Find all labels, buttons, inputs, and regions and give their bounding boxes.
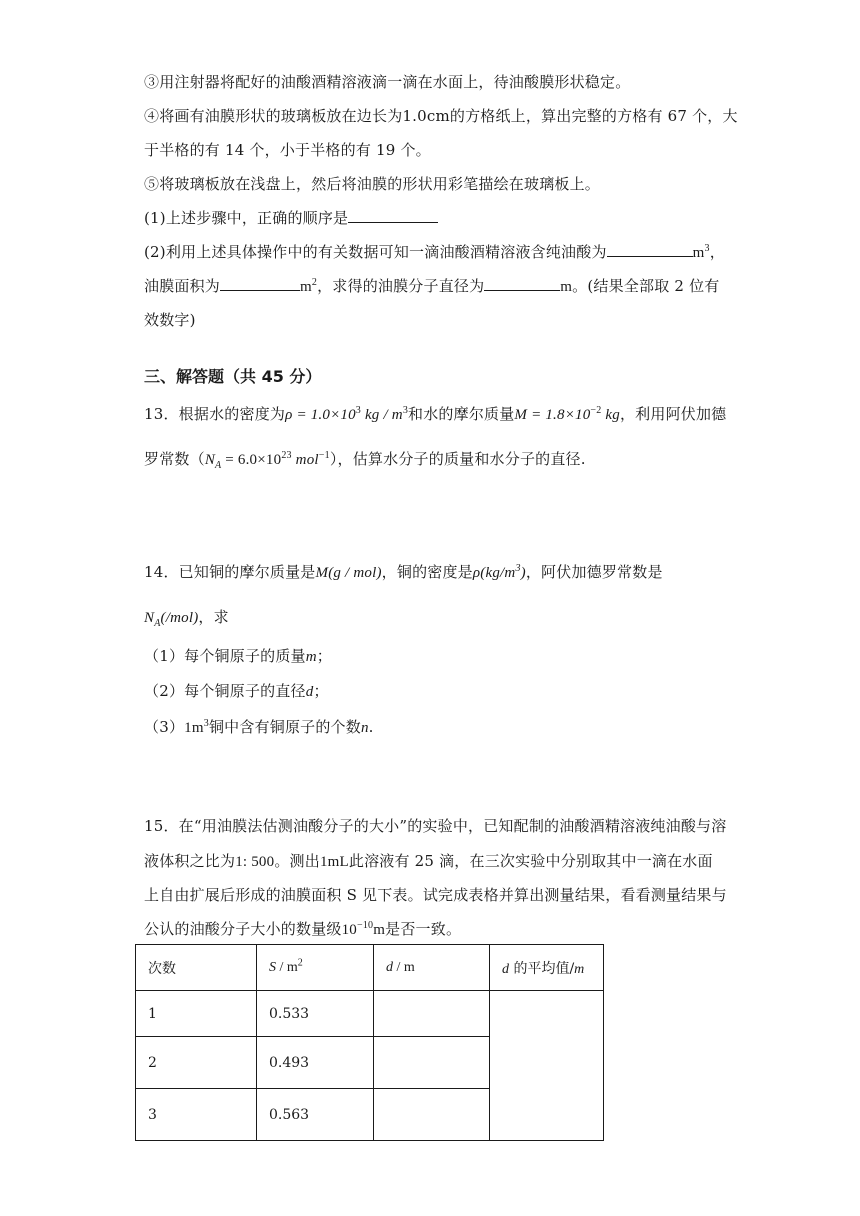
var-d: d	[305, 684, 314, 700]
answer-blank-volume[interactable]	[607, 242, 693, 257]
unit-m2: $m^2$	[300, 277, 318, 295]
answer-blank-area[interactable]	[220, 276, 300, 291]
table-header-row	[136, 945, 604, 991]
magnitude-expr: $10^{-10}m$	[341, 920, 386, 938]
var-m: m	[305, 649, 317, 665]
q14-sub3-end: .	[368, 718, 374, 736]
q14-sub1	[144, 645, 332, 668]
q15-line1: 15．在“用油膜法估测油酸分子的大小”的实验中，已知配制的油酸酒精溶液纯油酸与溶	[144, 817, 727, 835]
q12-part2-line3: 效数字)	[144, 311, 196, 329]
q12-part1	[144, 207, 438, 229]
header-area: S / $m^2$	[257, 945, 374, 991]
step-5-text: ⑤将玻璃板放在浅盘上，然后将油膜的形状用彩笔描绘在玻璃板上。	[144, 175, 601, 193]
q14-sub2-text: （2）每个铜原子的直径	[144, 682, 306, 700]
row-diameter-cell[interactable]	[374, 1089, 490, 1141]
q13-line1	[144, 403, 726, 426]
var-n: n	[360, 720, 369, 736]
q14-sub1-end: ；	[316, 647, 332, 665]
header-diameter: d / m	[374, 945, 490, 991]
answer-blank-order[interactable]	[348, 208, 438, 223]
q14-sub2	[144, 680, 329, 703]
average-cell[interactable]	[490, 991, 604, 1141]
q12-part2	[144, 241, 725, 264]
step-4-text-line2: 于半格的有 14 个，小于半格的有 19 个。	[144, 141, 431, 159]
row-count: 1	[136, 991, 257, 1037]
copper-molar-mass: M(g / mol)	[315, 565, 382, 581]
q14-text-c: ，阿伏加德罗常数是	[525, 563, 663, 581]
q15-line3: 上自由扩展后形成的油膜面积 S 见下表。试完成表格并算出测量结果，看看测量结果与	[144, 886, 727, 904]
q14-line1	[144, 561, 663, 584]
q15-text-a: 液体积之比为	[144, 852, 236, 870]
q14-line2	[144, 606, 229, 629]
row-count: 3	[136, 1089, 257, 1141]
q12-part2-text: (2)利用上述具体操作中的有关数据可知一滴油酸酒精溶液含纯油酸为	[144, 243, 607, 261]
q13-text-a: 13．根据水的密度为	[144, 405, 286, 423]
row-area: 0.533	[257, 991, 374, 1037]
molar-mass-expr: $M = 1.8\times 10^{-2}$ kg	[514, 405, 620, 423]
section-title: 三、解答题（共 45 分）	[144, 367, 322, 386]
q12-part2-comma: ，	[709, 243, 725, 261]
step-4-text-line1: ④将画有油膜形状的玻璃板放在边长为1.0cm的方格纸上，算出完整的方格有 67 个，大	[144, 107, 738, 125]
row-diameter-cell[interactable]	[374, 1037, 490, 1089]
q15-text-e: 是否一致。	[385, 920, 462, 938]
one-cubic-meter: $1m^3$	[184, 718, 209, 736]
q12-precision-text: 。(结果全部取 2 位有	[572, 277, 720, 295]
q12-part1-text: (1)上述步骤中，正确的顺序是	[144, 209, 349, 227]
q14-sub3-text-b: 铜中含有铜原子的个数	[208, 718, 361, 736]
q12-area-text: 油膜面积为	[144, 277, 221, 295]
q15-text-b: 。测出	[274, 852, 320, 870]
q12-part2-line2	[144, 275, 720, 298]
row-area: 0.563	[257, 1089, 374, 1141]
row-area: 0.493	[257, 1037, 374, 1089]
q14-sub2-end: ；	[313, 682, 329, 700]
q15-text-d: 公认的油酸分子大小的数量级	[144, 920, 342, 938]
measurement-table	[135, 944, 604, 1141]
header-average: d 的平均值/m	[490, 945, 604, 991]
q14-sub3	[144, 716, 374, 739]
q12-diameter-text: ，求得的油膜分子直径为	[317, 277, 485, 295]
answer-blank-diameter[interactable]	[484, 276, 560, 291]
unit-m3: $m^3$	[692, 243, 710, 261]
q13-text-e: ），估算水分子的质量和水分子的直径.	[329, 450, 586, 468]
step-3-text: ③用注射器将配好的油酸酒精溶液滴一滴在水面上，待油酸膜形状稳定。	[144, 73, 631, 91]
q14-text-b: ，铜的密度是	[381, 563, 473, 581]
q14-sub1-text: （1）每个铜原子的质量	[144, 647, 306, 665]
q13-line2	[144, 448, 586, 471]
table-row	[136, 991, 604, 1037]
ratio-value: 1: 500	[235, 854, 275, 870]
avogadro-symbol: $N_A(/mol)$	[144, 610, 199, 629]
unit-m: m	[560, 279, 573, 295]
q14-text-d: ，求	[198, 608, 229, 626]
q14-sub3-text: （3）	[144, 718, 185, 736]
q14-text-a: 14．已知铜的摩尔质量是	[144, 563, 316, 581]
water-density-expr: $\rho = 1.0\times 10^3$ kg / $m^3$	[285, 405, 409, 423]
q13-text-b: 和水的摩尔质量	[408, 405, 515, 423]
q13-text-d: 罗常数（	[144, 450, 205, 468]
volume-value: 1mL	[319, 854, 349, 870]
q15-line2	[144, 850, 713, 873]
header-count: 次数	[136, 945, 257, 991]
row-count: 2	[136, 1037, 257, 1089]
avogadro-expr: $N_A = 6.0\times 10^{23}$ mol$^{-1}$	[204, 450, 330, 471]
q13-text-c: ，利用阿伏加德	[619, 405, 727, 423]
q15-text-c: 此溶液有 25 滴，在三次实验中分别取其中一滴在水面	[348, 852, 713, 870]
q15-line4	[144, 918, 461, 941]
copper-density: $\rho(kg/m^3)$	[472, 563, 526, 581]
row-diameter-cell[interactable]	[374, 991, 490, 1037]
